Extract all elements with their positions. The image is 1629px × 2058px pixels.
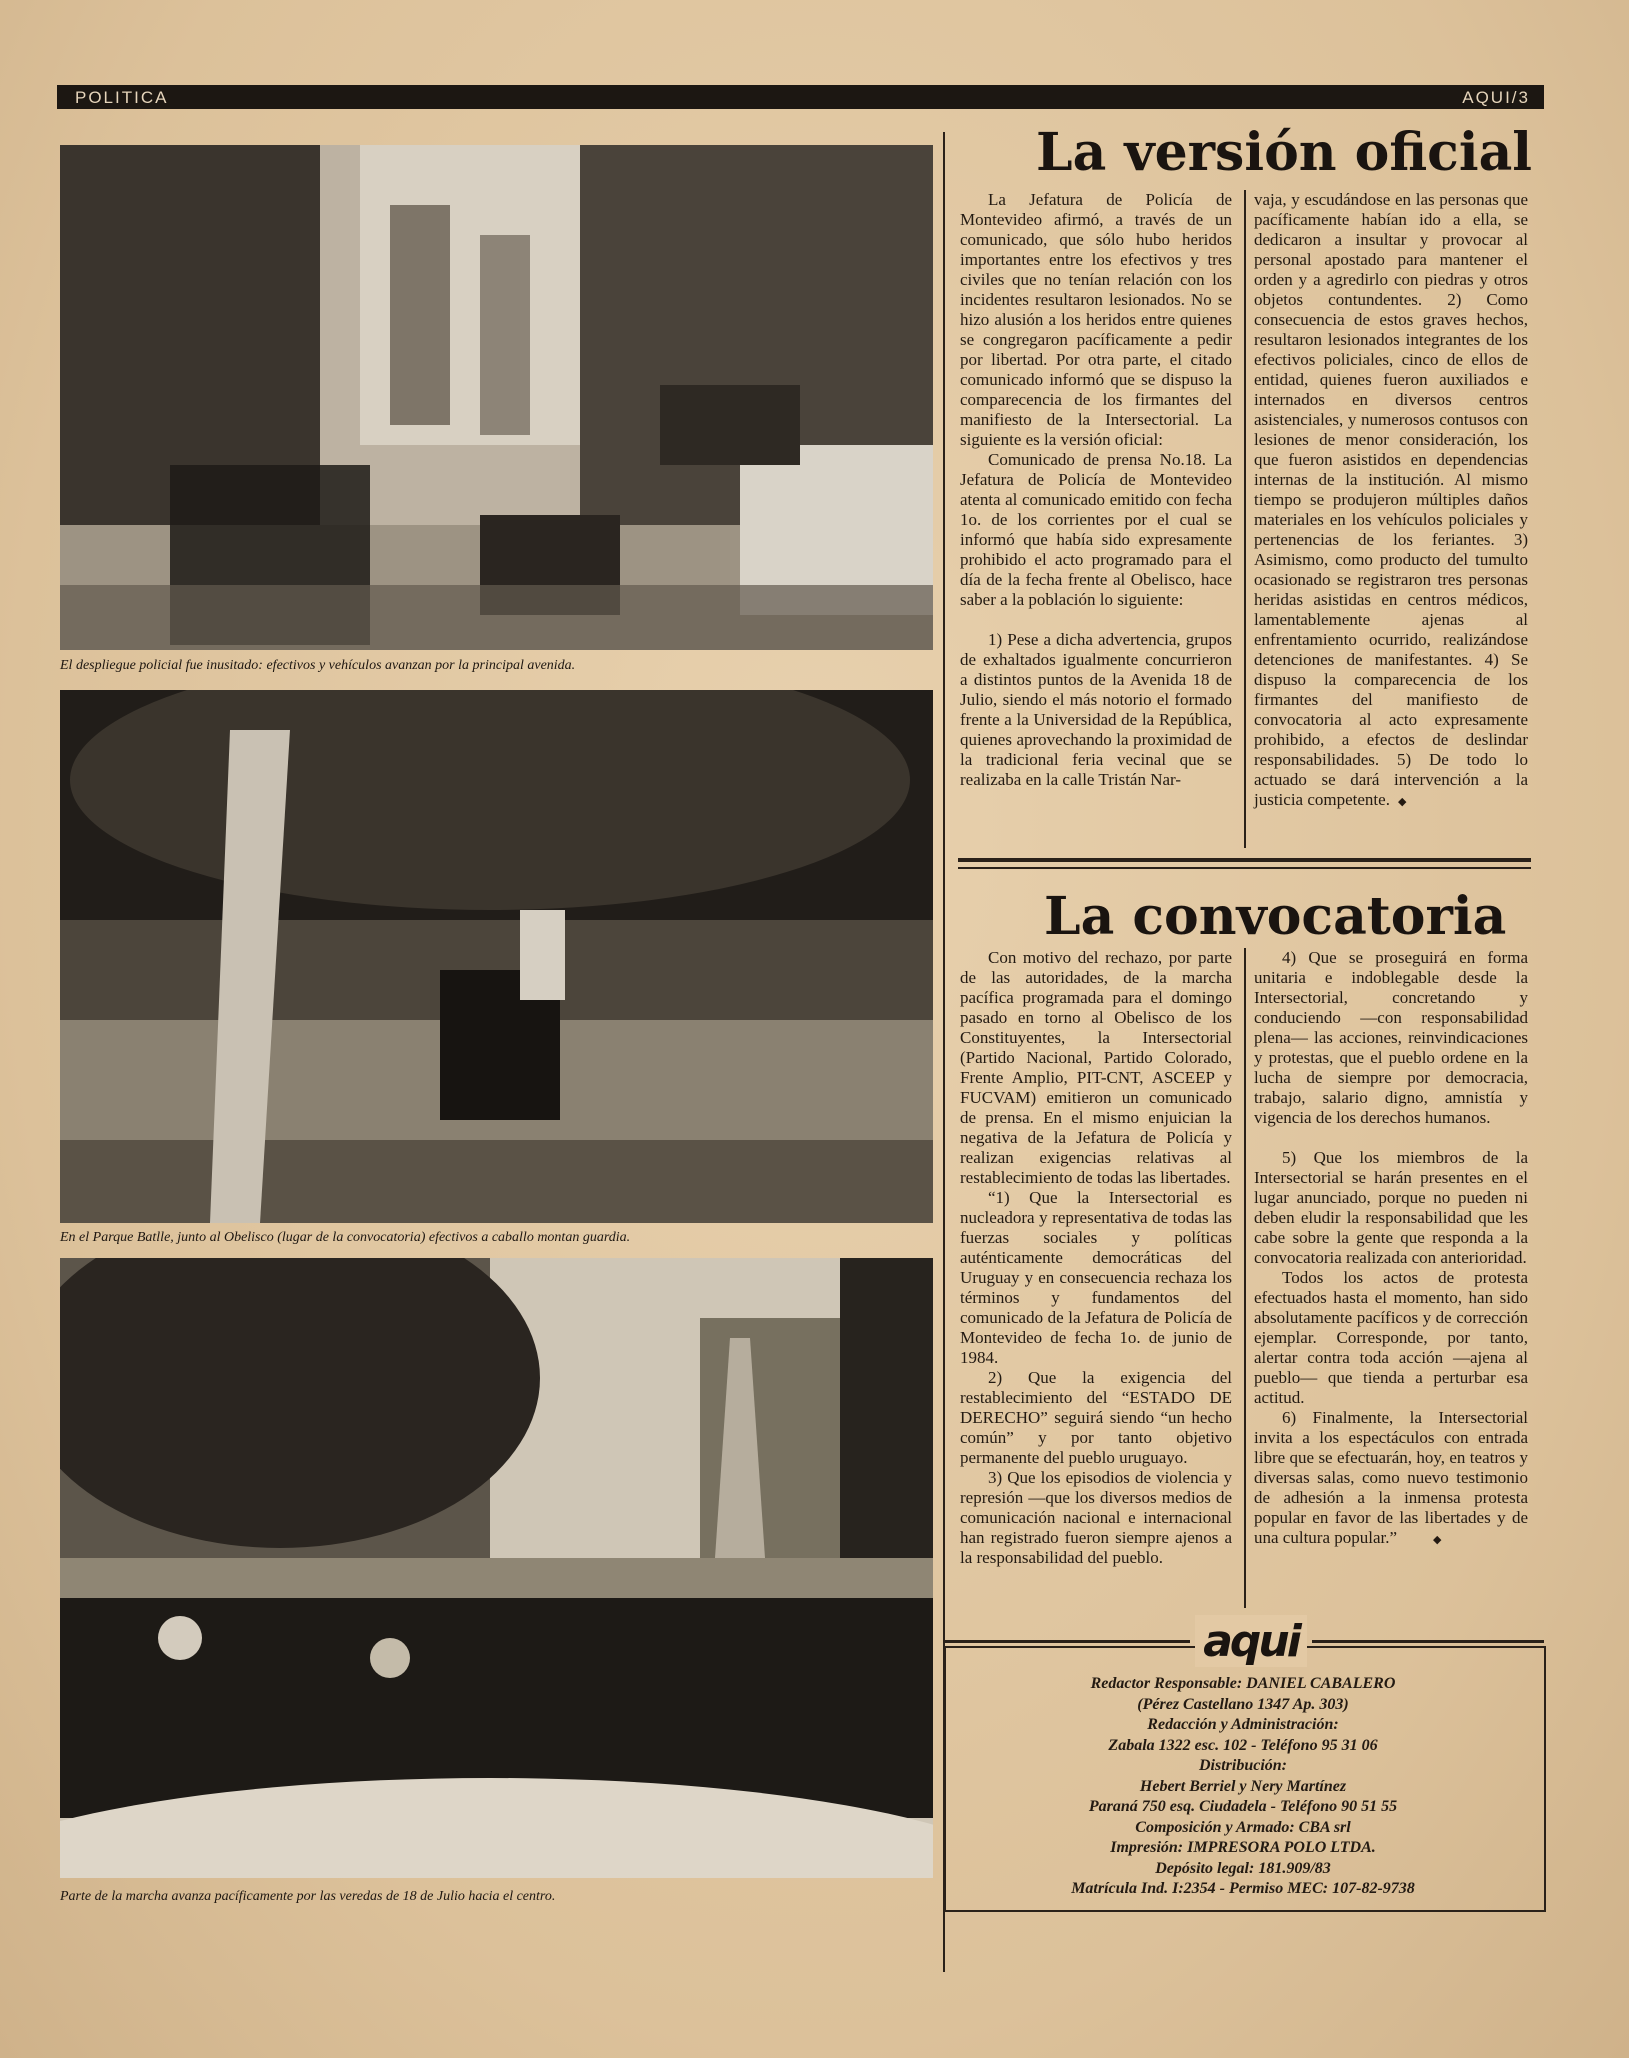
convocatoria-paragraph-2: “1) Que la Intersectorial es nucleadora y representativa de todas las fuerzas sociales y políticas auténticamente democráticas del Uruguay y en consecuencia rechaza los términos y fundamentos del comunicado de la Jefatura de Policía de Montevideo de fecha 1o. de junio de 1984. [960, 1188, 1232, 1367]
convocatoria-paragraph-3: 2) Que la exigencia del restablecimiento del “ESTADO DE DERECHO” seguirá siendo “un hecho común” y por tanto objetivo permanente del pueblo uruguayo. [960, 1368, 1232, 1467]
credit-distribution-heading: Distribución: [1198, 1757, 1287, 1774]
section-divider-top [958, 858, 1531, 862]
article-title-version-oficial: La versión oficial [1036, 122, 1533, 183]
photo-park-horseman [60, 690, 933, 1223]
article-convocatoria-col2 [1254, 948, 1528, 1550]
convocatoria-paragraph-8: 6) Finalmente, la Intersectorial invita a los espectáculos con entrada libre que se efectuarán, hoy, en teatros y diversas salas, como nuevo testimonio de adhesión a la inmensa protesta popular en favor de las libertades y de una cultura popular.” ◆ [1254, 1408, 1528, 1550]
credit-registration: Matrícula Ind. I:2354 - Permiso MEC: 107-82-9738 [1071, 1880, 1415, 1897]
credit-legal-deposit: Depósito legal: 181.909/83 [1155, 1859, 1331, 1877]
page-number: AQUI/3 [1462, 88, 1530, 107]
convocatoria-paragraph-4: 3) Que los episodios de violencia y represión —que los diversos medios de comunicación nacional e internacional han registrado fueron siempre ajenos a la responsabilidad del pueblo. [960, 1468, 1232, 1567]
convocatoria-paragraph-7: Todos los actos de protesta efectuados hasta el momento, han sido absolutamente pacíficos y de corrección ejemplar. Corresponde, por tanto, alertar contra toda acción —ajena al pueblo— que tienda a perturbar esa actitud. [1254, 1268, 1528, 1407]
photo-police-avenue [60, 145, 933, 650]
article-title-convocatoria: La convocatoria [1044, 886, 1507, 947]
photo-march-obelisk [60, 1258, 933, 1878]
credit-composition: Composición y Armado: CBA srl [1135, 1818, 1351, 1836]
article-version-col1 [960, 190, 1232, 790]
credit-admin-heading: Redacción y Administración: [1147, 1716, 1339, 1733]
credit-admin-address: Zabala 1322 esc. 102 - Teléfono 95 31 06 [1108, 1736, 1378, 1754]
end-of-article-mark: ◆ [1433, 1534, 1442, 1546]
credit-printing: Impresión: IMPRESORA POLO LTDA. [1110, 1839, 1376, 1856]
version-paragraph-2: Comunicado de prensa No.18. La Jefatura de Policía de Montevideo atenta al comunicado emitido con fecha 1o. de los corrientes por el cual se informó que había sido expresamente prohibido el acto programado para el día de la fecha frente al Obelisco, hace saber a la población lo siguiente: [960, 450, 1232, 609]
credit-editor: Redactor Responsable: DANIEL CABALERO [1090, 1675, 1396, 1692]
column-divider-convocatoria [1244, 948, 1246, 1608]
convocatoria-paragraph-6: 5) Que los miembros de la Intersectorial se harán presentes en el lugar anunciado, porque no pueden ni deben eludir la responsabilidad que les cabe sobre la gente que responda a la convocatoria realizada con anterioridad. [1254, 1148, 1528, 1267]
article-version-col2 [1254, 190, 1528, 812]
article-convocatoria-col1 [960, 948, 1232, 1568]
credit-distribution-names: Hebert Berriel y Nery Martínez [1139, 1777, 1347, 1795]
credit-editor-address: (Pérez Castellano 1347 Ap. 303) [1137, 1695, 1349, 1713]
section-label: POLITICA [75, 88, 169, 107]
convocatoria-paragraph-5: 4) Que se proseguirá en forma unitaria e indoblegable desde la Intersectorial, concretando y conduciendo —con responsabilidad plena— las acciones, reinvindicaciones y protestas, que el pueblo ordene en la lucha de siempre por democracia, trabajo, salario digno, amnistía y vigencia de los derechos humanos. [1254, 948, 1528, 1127]
masthead-credits [946, 1674, 1540, 1900]
aqui-logo: aqui [1195, 1615, 1307, 1667]
end-of-article-mark: ◆ [1397, 796, 1407, 808]
column-divider-version [1244, 190, 1246, 848]
photo-caption-1: El despliegue policial fue inusitado: efectivos y vehículos avanzan por la principal avenida. [60, 658, 576, 673]
version-paragraph-3: 1) Pese a dicha advertencia, grupos de exhaltados igualmente concurrieron a distintos puntos de la Avenida 18 de Julio, siendo el más notorio el formado frente a la Universidad de la República, quienes aprovechando la proximidad de la tradicional feria vecinal que se realizaba en la calle Tristán Nar- [960, 630, 1232, 789]
section-divider-bottom [958, 867, 1531, 869]
convocatoria-paragraph-1: Con motivo del rechazo, por parte de las autoridades, de la marcha pacífica programada para el domingo pasado en torno al Obelisco de los Constituyentes, la Intersectorial (Partido Nacional, Partido Colorado, Frente Amplio, PIT-CNT, ASCEEP y FUCVAM) emitieron un comunicado de prensa. En el mismo enjuician la negativa de la Jefatura de Policía y realizan exigencias relativas al restablecimiento de todas las libertades. [960, 948, 1232, 1187]
credit-distribution-address: Paraná 750 esq. Ciudadela - Teléfono 90 51 55 [1088, 1798, 1398, 1815]
version-paragraph-1: La Jefatura de Policía de Montevideo afirmó, a través de un comunicado, que sólo hubo heridos importantes entre los efectivos y tres civiles que no tenían relación con los incidentes resultaron lesionados. No se hizo alusión a los heridos entre quienes se congregaron pacíficamente a pedir por libertad. Por otra parte, el citado comunicado informó que se dispuso la comparecencia de los firmantes del manifiesto de la Intersectorial. La siguiente es la versión oficial: [960, 190, 1232, 449]
masthead-rule-left [944, 1640, 1190, 1643]
photo-caption-3: Parte de la marcha avanza pacíficamente por las veredas de 18 de Julio hacia el centro. [60, 1889, 556, 1904]
version-paragraph-4: vaja, y escudándose en las personas que pacíficamente habían ido a ella, se dedicaron a insultar y provocar al personal apostado para mantener el orden y a agredirlo con piedras y otros objetos contundentes. 2) Como consecuencia de estos graves hechos, resultaron lesionados integrantes de los efectivos policiales, cinco de ellos de entidad, quienes fueron auxiliados e internados en diversos centros asistenciales, y numerosos contusos con lesiones de menor consideración, los que fueron asistidos en dependencias internas de la institución. Al mismo tiempo se produjeron múltiples daños materiales en los vehículos policiales y pertenencias de los feriantes. 3) Asimismo, como producto del tumulto ocasionado se registraron tres personas heridas asistidas en centros médicos, lamentablemente ajenas al enfrentamiento ocurrido, realizándose detenciones de manifestantes. 4) Se dispuso la comparecencia de los firmantes del manifiesto de convocatoria al acto expresamente prohibido, a efectos de deslindar responsabilidades. 5) De todo lo actuado se dará intervención a la justicia competente. ◆ [1254, 190, 1528, 812]
section-header-bar [57, 85, 1544, 109]
photo-caption-2: En el Parque Batlle, junto al Obelisco (lugar de la convocatoria) efectivos a caballo montan guardia. [60, 1230, 631, 1245]
masthead-rule-right [1312, 1640, 1544, 1643]
